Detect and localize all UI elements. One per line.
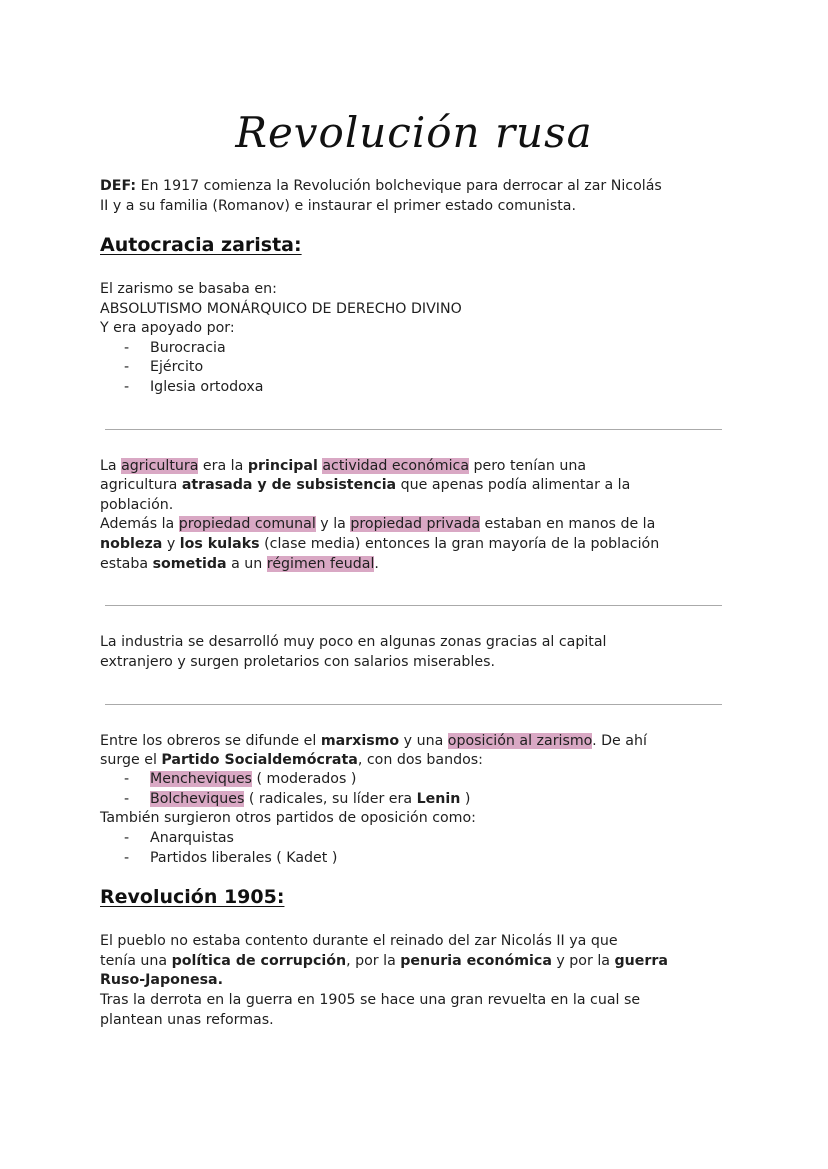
- paragraph-line: [100, 456, 586, 476]
- paragraph-line: [100, 731, 647, 751]
- paragraph-line: [100, 990, 640, 1010]
- text-run: era la: [198, 458, 248, 474]
- list-item: [150, 828, 234, 848]
- highlighted-text: régimen feudal: [266, 556, 375, 572]
- text-run: que apenas podía alimentar a la: [396, 477, 631, 493]
- paragraph-line: [100, 931, 618, 951]
- text-run: y la: [315, 516, 351, 532]
- paragraph-line: [100, 750, 483, 770]
- paragraph-line: [100, 299, 462, 319]
- text-run: El zarismo se basaba en:: [100, 281, 277, 297]
- list-item: [150, 789, 470, 809]
- text-run: . De ahí: [592, 733, 647, 749]
- bold-text: sometida: [152, 556, 227, 572]
- text-run: surge el: [100, 752, 162, 768]
- list-item: [150, 769, 356, 789]
- text-run: ABSOLUTISMO MONÁRQUICO DE DERECHO DIVINO: [100, 301, 462, 317]
- bullet-dash-icon: -: [124, 771, 130, 787]
- list-item: [150, 357, 203, 377]
- text-run: , con dos bandos:: [357, 752, 483, 768]
- bold-text: los kulaks: [179, 536, 260, 552]
- divider: [105, 704, 722, 705]
- paragraph-line: [100, 652, 495, 672]
- text-run: El pueblo no estaba contento durante el reinado del zar Nicolás II ya que: [100, 933, 618, 949]
- bold-text: penuria económica: [400, 953, 552, 969]
- paragraph-line: [100, 279, 277, 299]
- text-run: ( radicales, su líder era: [244, 791, 417, 807]
- paragraph-line: [100, 970, 223, 990]
- bold-text: Ruso-Japonesa.: [100, 972, 223, 988]
- highlighted-text: propiedad comunal: [178, 516, 316, 532]
- text-run: Anarquistas: [150, 830, 234, 846]
- divider: [105, 429, 722, 430]
- text-run: y: [162, 536, 180, 552]
- bold-text: nobleza: [100, 536, 163, 552]
- text-run: estaba: [100, 556, 153, 572]
- text-run: ( moderados ): [251, 771, 357, 787]
- bullet-dash-icon: -: [124, 791, 130, 807]
- text-run: (clase media) entonces la gran mayoría de la población: [259, 536, 660, 552]
- highlighted-text: agricultura: [121, 458, 199, 474]
- list-item: [150, 338, 226, 358]
- bullet-dash-icon: -: [124, 340, 130, 356]
- bold-text: atrasada y de subsistencia: [181, 477, 397, 493]
- text-run: Entre los obreros se difunde el: [100, 733, 321, 749]
- text-run: Tras la derrota en la guerra en 1905 se hace una gran revuelta en la cual se: [100, 992, 641, 1008]
- text-run: ): [460, 791, 471, 807]
- paragraph-line: [100, 318, 235, 338]
- text-run: II y a su familia (Romanov) e instaurar el primer estado comunista.: [100, 198, 576, 214]
- highlighted-text: Bolcheviques: [150, 791, 245, 807]
- paragraph-line: [100, 196, 576, 216]
- bold-text: política de corrupción: [171, 953, 347, 969]
- paragraph-line: [100, 951, 668, 971]
- paragraph-line: [100, 176, 662, 196]
- page-title: Revolución rusa: [235, 108, 593, 157]
- paragraph-line: [100, 514, 655, 534]
- bold-text: Partido Socialdemócrata: [161, 752, 358, 768]
- text-run: Ejército: [150, 359, 204, 375]
- highlighted-text: oposición al zarismo: [447, 733, 593, 749]
- text-run: , por la: [346, 953, 401, 969]
- text-run: Y era apoyado por:: [100, 320, 235, 336]
- paragraph-line: [100, 475, 630, 495]
- highlighted-text: propiedad privada: [350, 516, 481, 532]
- text-run: población.: [100, 497, 174, 513]
- text-run: a un: [226, 556, 267, 572]
- text-run: y por la: [551, 953, 615, 969]
- paragraph-line: [100, 534, 659, 554]
- text-run: Burocracia: [150, 340, 226, 356]
- text-run: .: [374, 556, 379, 572]
- text-run: La industria se desarrolló muy poco en algunas zonas gracias al capital: [100, 634, 607, 650]
- text-run: plantean unas reformas.: [100, 1012, 274, 1028]
- divider: [105, 605, 722, 606]
- bold-text: Lenin: [416, 791, 461, 807]
- bullet-dash-icon: -: [124, 359, 130, 375]
- text-run: Además la: [100, 516, 179, 532]
- text-run: y una: [399, 733, 448, 749]
- text-run: Partidos liberales ( Kadet ): [150, 850, 338, 866]
- text-run: agricultura: [100, 477, 182, 493]
- text-run: tenía una: [100, 953, 172, 969]
- text-run: extranjero y surgen proletarios con salarios miserables.: [100, 654, 495, 670]
- highlighted-text: actividad económica: [322, 458, 470, 474]
- bold-text: principal: [247, 458, 318, 474]
- bold-text: guerra: [614, 953, 668, 969]
- paragraph-line: [100, 554, 379, 574]
- paragraph-line: [100, 632, 607, 652]
- text-run: Iglesia ortodoxa: [150, 379, 264, 395]
- section-heading: Autocracia zarista:: [100, 234, 302, 256]
- paragraph-line: [100, 495, 173, 515]
- bold-text: marxismo: [320, 733, 400, 749]
- text-run: estaban en manos de la: [480, 516, 656, 532]
- bullet-dash-icon: -: [124, 830, 130, 846]
- text-run: En 1917 comienza la Revolución bolchevique para derrocar al zar Nicolás: [136, 178, 662, 194]
- list-item: [150, 848, 337, 868]
- paragraph-line: [100, 1010, 274, 1030]
- bullet-dash-icon: -: [124, 379, 130, 395]
- bullet-dash-icon: -: [124, 850, 130, 866]
- text-run: La: [100, 458, 122, 474]
- list-item: [150, 377, 264, 397]
- paragraph-line: [100, 808, 476, 828]
- text-run: También surgieron otros partidos de oposición como:: [100, 810, 476, 826]
- highlighted-text: Mencheviques: [150, 771, 252, 787]
- bold-text: DEF:: [100, 178, 137, 194]
- text-run: pero tenían una: [469, 458, 587, 474]
- section-heading: Revolución 1905:: [100, 886, 285, 908]
